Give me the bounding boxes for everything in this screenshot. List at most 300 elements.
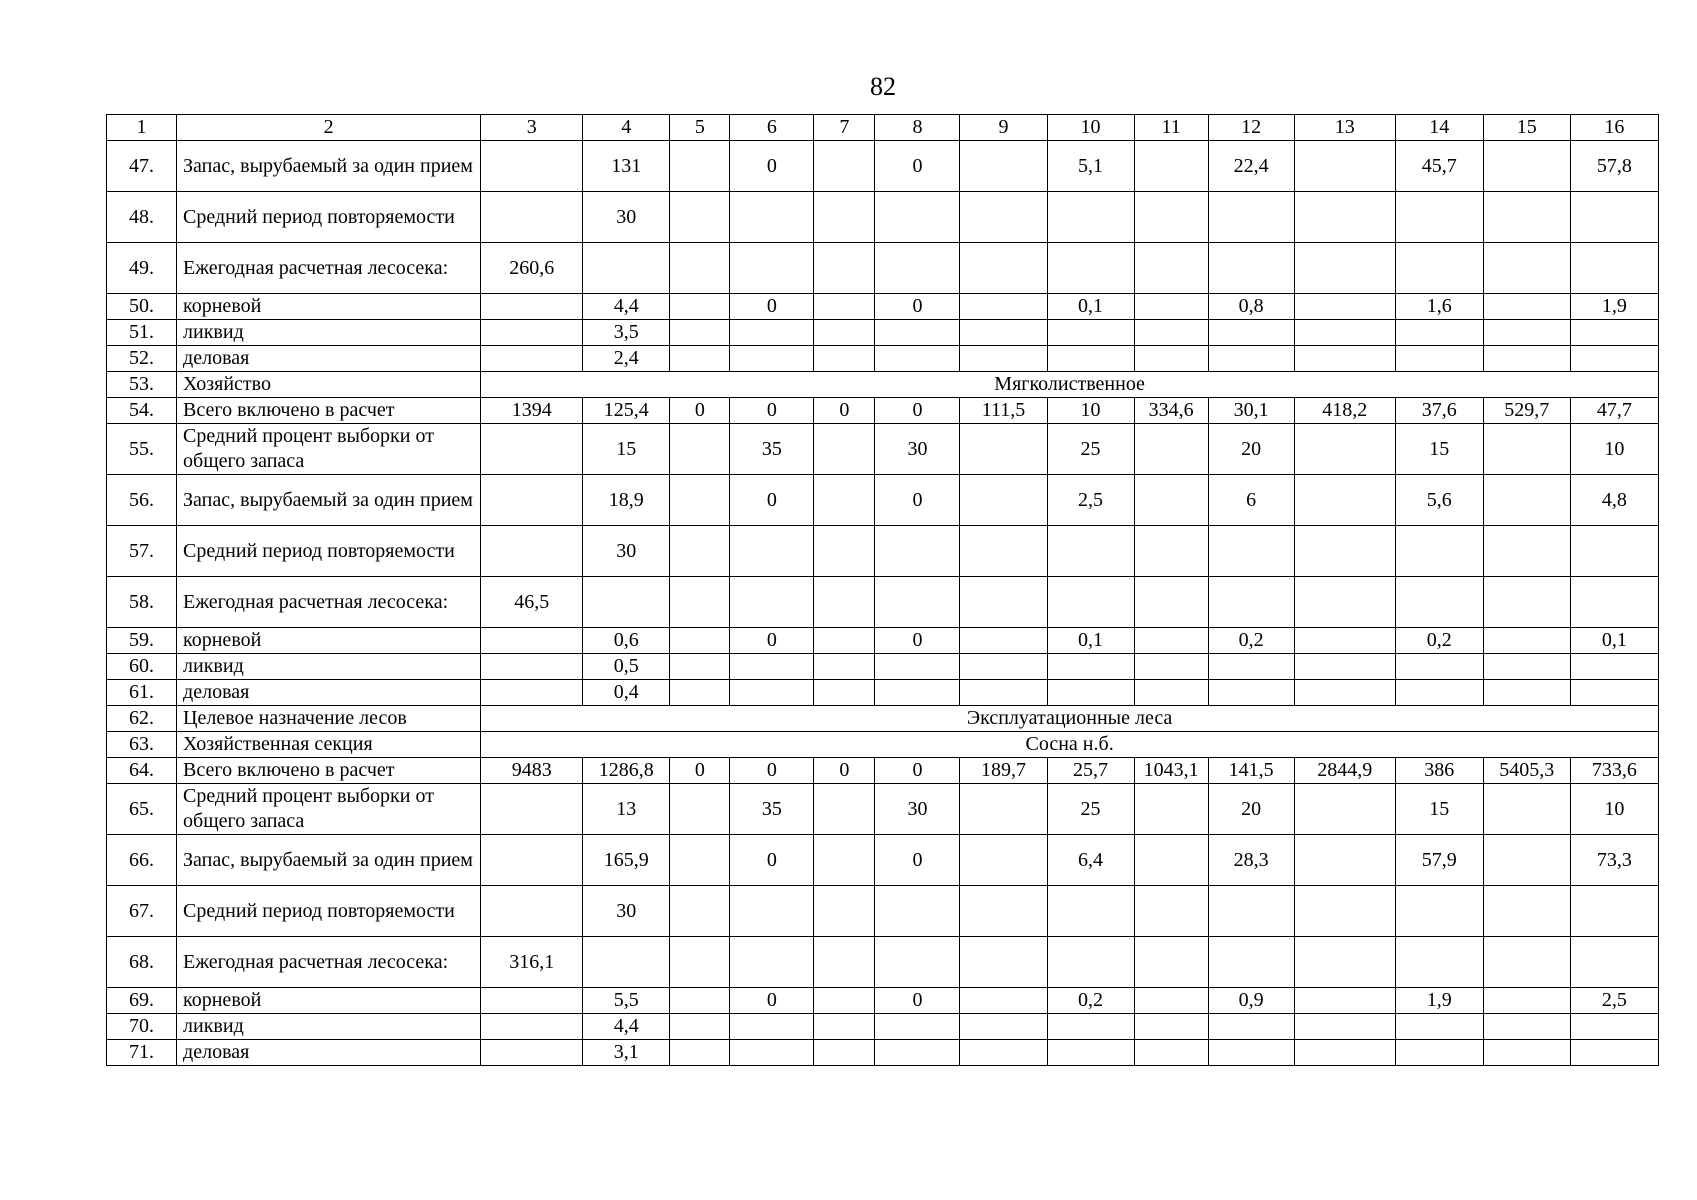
value-cell: 0,6 xyxy=(583,628,670,654)
row-label: Запас, вырубаемый за один прием xyxy=(177,835,481,886)
value-cell xyxy=(1483,1040,1570,1066)
row-number: 49. xyxy=(107,243,177,294)
value-cell xyxy=(1483,346,1570,372)
value-cell xyxy=(730,1014,814,1040)
row-label: Всего включено в расчет xyxy=(177,398,481,424)
row-label: Средний период повторяемости xyxy=(177,192,481,243)
value-cell: 4,8 xyxy=(1570,475,1658,526)
value-cell xyxy=(960,988,1047,1014)
value-cell xyxy=(1483,424,1570,475)
row-label: деловая xyxy=(177,346,481,372)
value-cell: 6,4 xyxy=(1047,835,1134,886)
value-cell xyxy=(1047,243,1134,294)
value-cell: 1,6 xyxy=(1395,294,1483,320)
value-cell: 0,8 xyxy=(1208,294,1294,320)
value-cell xyxy=(875,526,960,577)
value-cell: 418,2 xyxy=(1294,398,1395,424)
value-cell xyxy=(1395,577,1483,628)
value-cell xyxy=(1395,680,1483,706)
value-cell xyxy=(814,243,875,294)
row-number: 63. xyxy=(107,732,177,758)
value-cell: 5,5 xyxy=(583,988,670,1014)
value-cell xyxy=(1395,243,1483,294)
value-cell: 189,7 xyxy=(960,758,1047,784)
value-cell xyxy=(1047,320,1134,346)
value-cell xyxy=(960,346,1047,372)
value-cell xyxy=(814,320,875,346)
value-cell: 18,9 xyxy=(583,475,670,526)
table-row xyxy=(107,192,1659,243)
column-header-10: 10 xyxy=(1047,115,1134,141)
value-cell: 15 xyxy=(1395,784,1483,835)
value-cell: 2,4 xyxy=(583,346,670,372)
value-cell xyxy=(960,475,1047,526)
value-cell xyxy=(670,243,730,294)
value-cell xyxy=(1483,835,1570,886)
table-row xyxy=(107,424,1659,475)
column-header-5: 5 xyxy=(670,115,730,141)
value-cell: 165,9 xyxy=(583,835,670,886)
value-cell xyxy=(960,424,1047,475)
value-cell: 0 xyxy=(875,398,960,424)
value-cell xyxy=(1570,937,1658,988)
value-cell xyxy=(1134,294,1208,320)
value-cell xyxy=(730,654,814,680)
value-cell: 57,9 xyxy=(1395,835,1483,886)
value-cell xyxy=(1294,1014,1395,1040)
row-label: ликвид xyxy=(177,654,481,680)
value-cell xyxy=(814,835,875,886)
value-cell xyxy=(1134,346,1208,372)
value-cell xyxy=(960,628,1047,654)
value-cell xyxy=(583,577,670,628)
value-cell: 733,6 xyxy=(1570,758,1658,784)
value-cell xyxy=(1483,654,1570,680)
value-cell xyxy=(1208,1014,1294,1040)
value-cell: 5,1 xyxy=(1047,141,1134,192)
value-cell xyxy=(960,784,1047,835)
column-header-2: 2 xyxy=(177,115,481,141)
table-row xyxy=(107,577,1659,628)
row-number: 52. xyxy=(107,346,177,372)
value-cell: 125,4 xyxy=(583,398,670,424)
row-number: 55. xyxy=(107,424,177,475)
value-cell xyxy=(670,577,730,628)
table-row xyxy=(107,475,1659,526)
forest-calc-table xyxy=(106,114,1659,1066)
column-header-15: 15 xyxy=(1483,115,1570,141)
value-cell xyxy=(1134,680,1208,706)
value-cell: 9483 xyxy=(481,758,583,784)
row-label: Средний период повторяемости xyxy=(177,886,481,937)
row-label: Всего включено в расчет xyxy=(177,758,481,784)
value-cell xyxy=(730,346,814,372)
value-cell xyxy=(1483,784,1570,835)
value-cell xyxy=(670,835,730,886)
row-label: Средний период повторяемости xyxy=(177,526,481,577)
value-cell xyxy=(1134,424,1208,475)
value-cell xyxy=(1395,654,1483,680)
value-cell xyxy=(1134,577,1208,628)
table-row xyxy=(107,758,1659,784)
table-body xyxy=(107,141,1659,1066)
value-cell xyxy=(814,937,875,988)
value-cell xyxy=(730,886,814,937)
value-cell: 0 xyxy=(875,758,960,784)
value-cell xyxy=(1047,192,1134,243)
row-number: 60. xyxy=(107,654,177,680)
value-cell xyxy=(481,988,583,1014)
value-cell xyxy=(960,835,1047,886)
value-cell xyxy=(1294,526,1395,577)
value-cell xyxy=(481,1040,583,1066)
value-cell xyxy=(670,141,730,192)
row-number: 69. xyxy=(107,988,177,1014)
value-cell xyxy=(1134,988,1208,1014)
value-cell xyxy=(670,886,730,937)
value-cell: 10 xyxy=(1570,424,1658,475)
table-row xyxy=(107,784,1659,835)
table-row xyxy=(107,706,1659,732)
row-label: Хозяйственная секция xyxy=(177,732,481,758)
value-cell xyxy=(814,886,875,937)
value-cell: 37,6 xyxy=(1395,398,1483,424)
value-cell xyxy=(1294,243,1395,294)
value-cell xyxy=(814,141,875,192)
value-cell xyxy=(1483,886,1570,937)
value-cell xyxy=(481,475,583,526)
value-cell xyxy=(814,1040,875,1066)
value-cell xyxy=(960,654,1047,680)
value-cell: 0,9 xyxy=(1208,988,1294,1014)
value-cell: 0 xyxy=(875,835,960,886)
table-row xyxy=(107,1040,1659,1066)
column-header-12: 12 xyxy=(1208,115,1294,141)
value-cell xyxy=(730,192,814,243)
value-cell xyxy=(1134,192,1208,243)
value-cell xyxy=(1134,628,1208,654)
value-cell: 0 xyxy=(730,294,814,320)
value-cell xyxy=(1294,475,1395,526)
value-cell: 3,5 xyxy=(583,320,670,346)
value-cell: 0 xyxy=(670,758,730,784)
value-cell: 0 xyxy=(730,988,814,1014)
column-header-row xyxy=(107,115,1659,141)
value-cell xyxy=(960,243,1047,294)
value-cell xyxy=(670,628,730,654)
row-number: 65. xyxy=(107,784,177,835)
value-cell xyxy=(1208,320,1294,346)
value-cell xyxy=(960,192,1047,243)
value-cell xyxy=(1294,654,1395,680)
section-title-cell: Мягколиственное xyxy=(481,372,1659,398)
value-cell xyxy=(1208,526,1294,577)
value-cell xyxy=(481,680,583,706)
value-cell xyxy=(814,988,875,1014)
value-cell xyxy=(481,654,583,680)
value-cell xyxy=(670,784,730,835)
value-cell xyxy=(670,320,730,346)
value-cell xyxy=(814,1014,875,1040)
value-cell xyxy=(1208,192,1294,243)
value-cell xyxy=(1134,141,1208,192)
column-header-3: 3 xyxy=(481,115,583,141)
value-cell xyxy=(1294,141,1395,192)
value-cell xyxy=(481,141,583,192)
value-cell: 30 xyxy=(875,784,960,835)
value-cell xyxy=(1134,886,1208,937)
value-cell xyxy=(814,192,875,243)
value-cell xyxy=(1395,937,1483,988)
value-cell: 25,7 xyxy=(1047,758,1134,784)
value-cell: 73,3 xyxy=(1570,835,1658,886)
value-cell: 0 xyxy=(814,398,875,424)
value-cell xyxy=(670,294,730,320)
value-cell xyxy=(670,1040,730,1066)
value-cell xyxy=(1294,192,1395,243)
value-cell xyxy=(481,526,583,577)
value-cell xyxy=(814,346,875,372)
row-number: 48. xyxy=(107,192,177,243)
value-cell: 0 xyxy=(730,835,814,886)
value-cell xyxy=(670,1014,730,1040)
row-number: 68. xyxy=(107,937,177,988)
row-label: корневой xyxy=(177,294,481,320)
table-row xyxy=(107,346,1659,372)
value-cell: 6 xyxy=(1208,475,1294,526)
row-number: 71. xyxy=(107,1040,177,1066)
value-cell xyxy=(814,475,875,526)
row-number: 57. xyxy=(107,526,177,577)
value-cell: 47,7 xyxy=(1570,398,1658,424)
value-cell: 28,3 xyxy=(1208,835,1294,886)
row-label: Запас, вырубаемый за один прием xyxy=(177,141,481,192)
value-cell xyxy=(1570,346,1658,372)
value-cell xyxy=(1395,1040,1483,1066)
value-cell: 0,2 xyxy=(1047,988,1134,1014)
value-cell: 4,4 xyxy=(583,294,670,320)
value-cell: 0 xyxy=(814,758,875,784)
value-cell xyxy=(1570,886,1658,937)
value-cell: 0 xyxy=(730,628,814,654)
value-cell: 0 xyxy=(730,141,814,192)
value-cell: 0 xyxy=(730,758,814,784)
section-title-cell: Эксплуатационные леса xyxy=(481,706,1659,732)
row-number: 47. xyxy=(107,141,177,192)
value-cell: 0,1 xyxy=(1570,628,1658,654)
value-cell: 30 xyxy=(875,424,960,475)
value-cell: 0,5 xyxy=(583,654,670,680)
row-label: корневой xyxy=(177,988,481,1014)
value-cell xyxy=(1395,1014,1483,1040)
row-label: Запас, вырубаемый за один прием xyxy=(177,475,481,526)
row-label: Ежегодная расчетная лесосека: xyxy=(177,937,481,988)
table-row xyxy=(107,243,1659,294)
value-cell: 0 xyxy=(875,141,960,192)
row-number: 67. xyxy=(107,886,177,937)
value-cell: 1043,1 xyxy=(1134,758,1208,784)
value-cell xyxy=(960,937,1047,988)
value-cell xyxy=(730,243,814,294)
value-cell xyxy=(1483,628,1570,654)
value-cell xyxy=(1395,526,1483,577)
value-cell xyxy=(1208,654,1294,680)
table-row xyxy=(107,680,1659,706)
column-header-4: 4 xyxy=(583,115,670,141)
value-cell xyxy=(481,835,583,886)
column-header-11: 11 xyxy=(1134,115,1208,141)
value-cell xyxy=(1294,628,1395,654)
value-cell xyxy=(1570,654,1658,680)
row-label: деловая xyxy=(177,1040,481,1066)
value-cell xyxy=(1047,680,1134,706)
row-label: деловая xyxy=(177,680,481,706)
value-cell xyxy=(1395,320,1483,346)
row-number: 51. xyxy=(107,320,177,346)
value-cell xyxy=(583,243,670,294)
value-cell: 46,5 xyxy=(481,577,583,628)
table-row xyxy=(107,1014,1659,1040)
value-cell xyxy=(960,886,1047,937)
value-cell xyxy=(1570,243,1658,294)
value-cell: 111,5 xyxy=(960,398,1047,424)
value-cell xyxy=(1483,192,1570,243)
value-cell xyxy=(960,320,1047,346)
value-cell: 10 xyxy=(1570,784,1658,835)
value-cell: 30 xyxy=(583,886,670,937)
value-cell: 5,6 xyxy=(1395,475,1483,526)
row-number: 64. xyxy=(107,758,177,784)
value-cell xyxy=(1570,680,1658,706)
row-label: Средний процент выборки от общего запаса xyxy=(177,784,481,835)
value-cell: 25 xyxy=(1047,784,1134,835)
value-cell: 4,4 xyxy=(583,1014,670,1040)
column-header-16: 16 xyxy=(1570,115,1658,141)
value-cell xyxy=(1134,654,1208,680)
value-cell xyxy=(481,1014,583,1040)
value-cell xyxy=(1208,346,1294,372)
value-cell xyxy=(1294,1040,1395,1066)
value-cell xyxy=(1483,320,1570,346)
table-row xyxy=(107,320,1659,346)
value-cell: 0,1 xyxy=(1047,628,1134,654)
value-cell xyxy=(481,346,583,372)
column-header-14: 14 xyxy=(1395,115,1483,141)
row-number: 61. xyxy=(107,680,177,706)
value-cell: 141,5 xyxy=(1208,758,1294,784)
value-cell xyxy=(1047,346,1134,372)
value-cell xyxy=(1570,192,1658,243)
column-header-8: 8 xyxy=(875,115,960,141)
value-cell: 1,9 xyxy=(1570,294,1658,320)
table-row xyxy=(107,654,1659,680)
row-number: 50. xyxy=(107,294,177,320)
row-number: 66. xyxy=(107,835,177,886)
value-cell xyxy=(875,1014,960,1040)
value-cell xyxy=(1395,192,1483,243)
value-cell: 22,4 xyxy=(1208,141,1294,192)
value-cell xyxy=(1047,886,1134,937)
value-cell xyxy=(960,526,1047,577)
value-cell xyxy=(814,784,875,835)
value-cell xyxy=(814,424,875,475)
value-cell xyxy=(670,654,730,680)
value-cell xyxy=(1570,577,1658,628)
value-cell xyxy=(1570,1040,1658,1066)
value-cell xyxy=(1208,937,1294,988)
value-cell xyxy=(1395,346,1483,372)
value-cell xyxy=(960,1014,1047,1040)
value-cell xyxy=(1483,1014,1570,1040)
value-cell xyxy=(1047,654,1134,680)
value-cell xyxy=(1395,886,1483,937)
value-cell xyxy=(1047,1040,1134,1066)
value-cell xyxy=(1483,577,1570,628)
value-cell xyxy=(730,680,814,706)
value-cell: 15 xyxy=(1395,424,1483,475)
table-row xyxy=(107,141,1659,192)
value-cell xyxy=(1570,1014,1658,1040)
value-cell xyxy=(1294,320,1395,346)
row-label: Хозяйство xyxy=(177,372,481,398)
value-cell xyxy=(875,680,960,706)
value-cell xyxy=(875,654,960,680)
value-cell: 316,1 xyxy=(481,937,583,988)
value-cell xyxy=(1483,243,1570,294)
value-cell xyxy=(1570,320,1658,346)
value-cell: 2,5 xyxy=(1047,475,1134,526)
table-row xyxy=(107,294,1659,320)
value-cell xyxy=(814,526,875,577)
value-cell xyxy=(875,1040,960,1066)
value-cell: 57,8 xyxy=(1570,141,1658,192)
value-cell: 0 xyxy=(730,398,814,424)
value-cell: 15 xyxy=(583,424,670,475)
row-number: 70. xyxy=(107,1014,177,1040)
value-cell xyxy=(1483,475,1570,526)
column-header-9: 9 xyxy=(960,115,1047,141)
value-cell: 0,2 xyxy=(1395,628,1483,654)
value-cell xyxy=(960,1040,1047,1066)
value-cell: 0,1 xyxy=(1047,294,1134,320)
value-cell: 0 xyxy=(875,628,960,654)
row-label: Ежегодная расчетная лесосека: xyxy=(177,243,481,294)
row-number: 56. xyxy=(107,475,177,526)
value-cell xyxy=(1294,835,1395,886)
table-row xyxy=(107,398,1659,424)
column-header-1: 1 xyxy=(107,115,177,141)
value-cell xyxy=(1208,886,1294,937)
row-label: Ежегодная расчетная лесосека: xyxy=(177,577,481,628)
table-row xyxy=(107,732,1659,758)
row-number: 59. xyxy=(107,628,177,654)
value-cell: 2,5 xyxy=(1570,988,1658,1014)
value-cell xyxy=(1208,577,1294,628)
value-cell: 2844,9 xyxy=(1294,758,1395,784)
value-cell: 1394 xyxy=(481,398,583,424)
value-cell xyxy=(1570,526,1658,577)
table-row xyxy=(107,886,1659,937)
value-cell xyxy=(1047,1014,1134,1040)
table-row xyxy=(107,937,1659,988)
value-cell xyxy=(670,192,730,243)
value-cell xyxy=(1134,937,1208,988)
table-row xyxy=(107,835,1659,886)
value-cell xyxy=(1047,577,1134,628)
value-cell: 0 xyxy=(875,988,960,1014)
value-cell xyxy=(1483,680,1570,706)
value-cell: 25 xyxy=(1047,424,1134,475)
